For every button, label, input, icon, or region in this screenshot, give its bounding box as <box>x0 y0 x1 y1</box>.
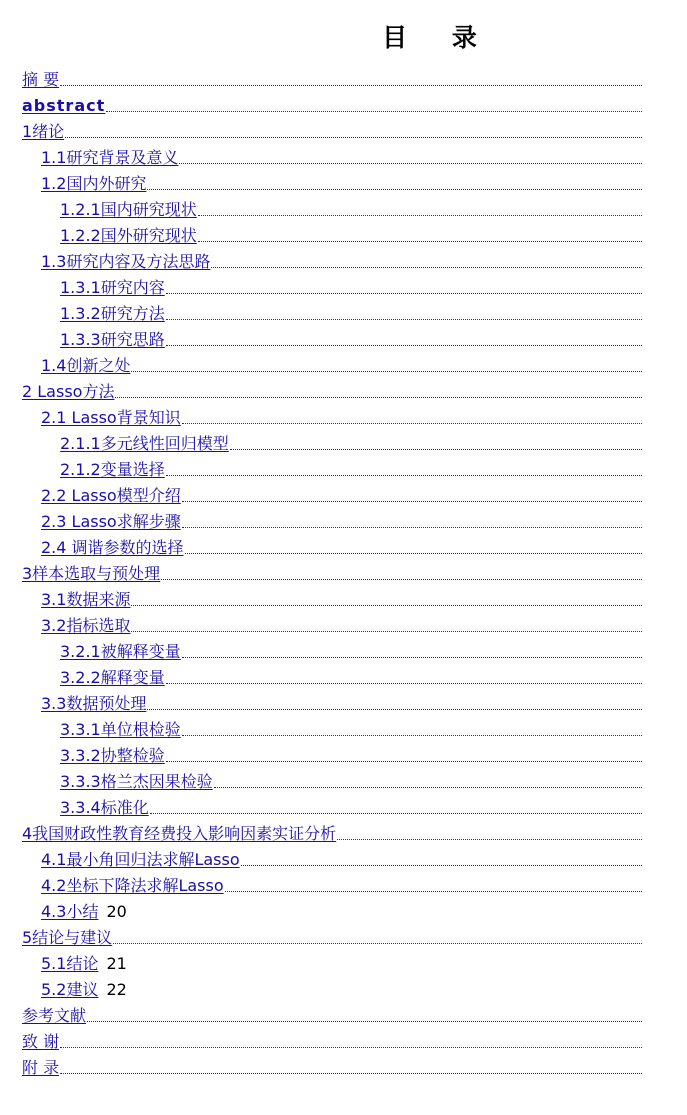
toc-entry-link[interactable]: 1.1研究背景及意义 <box>41 148 179 167</box>
table-of-contents <box>22 66 642 1080</box>
dot-leader <box>230 449 642 450</box>
dot-leader <box>60 85 642 86</box>
toc-entry <box>22 1028 642 1054</box>
toc-entry-link[interactable]: 参考文献 <box>22 1006 87 1025</box>
toc-entry <box>22 924 642 950</box>
dot-leader <box>182 527 642 528</box>
toc-entry-link[interactable]: 1.2.1国内研究现状 <box>60 200 197 219</box>
toc-entry <box>22 170 642 196</box>
toc-entry-link[interactable]: 5.2建议 <box>41 980 99 999</box>
toc-entry-link[interactable]: 1.2.2国外研究现状 <box>60 226 197 245</box>
toc-page-number: 21 <box>106 954 127 973</box>
toc-entry-link[interactable]: 2.1 Lasso背景知识 <box>41 408 181 427</box>
toc-entry <box>22 560 642 586</box>
toc-entry <box>22 716 642 742</box>
dot-leader <box>131 371 642 372</box>
toc-entry-link[interactable]: 4.2坐标下降法求解Lasso <box>41 876 224 895</box>
toc-entry-link[interactable]: 2.1.2变量选择 <box>60 460 165 479</box>
toc-entry <box>22 976 642 1002</box>
dot-leader <box>166 475 642 476</box>
toc-entry-link[interactable]: 3.3.3格兰杰因果检验 <box>60 772 213 791</box>
toc-entry <box>22 612 642 638</box>
toc-entry <box>22 430 642 456</box>
dot-leader <box>65 137 642 138</box>
toc-entry-link[interactable]: 4.1最小角回归法求解Lasso <box>41 850 240 869</box>
toc-entry <box>22 846 642 872</box>
toc-entry <box>22 118 642 144</box>
toc-entry <box>22 742 642 768</box>
toc-entry-link[interactable]: 1.3.2研究方法 <box>60 304 165 323</box>
toc-entry <box>22 248 642 274</box>
dot-leader <box>214 787 642 788</box>
toc-entry-link[interactable]: 3.3.1单位根检验 <box>60 720 181 739</box>
dot-leader <box>337 839 642 840</box>
toc-entry-link[interactable]: 1.3.3研究思路 <box>60 330 165 349</box>
toc-entry <box>22 534 642 560</box>
toc-entry <box>22 66 642 92</box>
toc-entry <box>22 274 642 300</box>
dot-leader <box>179 163 642 164</box>
toc-entry-link[interactable]: 1.3研究内容及方法思路 <box>41 252 211 271</box>
toc-entry <box>22 638 642 664</box>
toc-entry <box>22 820 642 846</box>
dot-leader <box>185 553 642 554</box>
dot-leader <box>131 631 642 632</box>
toc-entry <box>22 664 642 690</box>
toc-page-number: 20 <box>106 902 127 921</box>
toc-entry-link[interactable]: 3.3.2协整检验 <box>60 746 165 765</box>
toc-entry-link[interactable]: 附 录 <box>22 1058 60 1077</box>
toc-entry <box>22 1054 642 1080</box>
dot-leader <box>182 657 642 658</box>
dot-leader <box>182 501 642 502</box>
dot-leader <box>166 319 642 320</box>
toc-entry-link[interactable]: 3.2指标选取 <box>41 616 131 635</box>
dot-leader <box>106 111 642 112</box>
toc-entry-link[interactable]: 1.4创新之处 <box>41 356 131 375</box>
toc-entry-link[interactable]: 3.1数据来源 <box>41 590 131 609</box>
dot-leader <box>60 1073 642 1074</box>
toc-entry-link[interactable]: 致 谢 <box>22 1032 60 1051</box>
toc-entry-link[interactable]: 1.2国内外研究 <box>41 174 147 193</box>
toc-entry <box>22 378 642 404</box>
toc-entry-link[interactable]: abstract <box>22 96 106 115</box>
toc-entry-link[interactable]: 1绪论 <box>22 122 65 141</box>
dot-leader <box>241 865 642 866</box>
toc-entry-link[interactable]: 3.3数据预处理 <box>41 694 147 713</box>
toc-entry-link[interactable]: 3.3.4标准化 <box>60 798 149 817</box>
dot-leader <box>182 735 642 736</box>
dot-leader <box>166 345 642 346</box>
dot-leader <box>115 397 642 398</box>
toc-entry-link[interactable]: 3.2.2解释变量 <box>60 668 165 687</box>
dot-leader <box>166 293 642 294</box>
toc-entry-link[interactable]: 2.2 Lasso模型介绍 <box>41 486 181 505</box>
toc-entry <box>22 92 642 118</box>
dot-leader <box>60 1047 642 1048</box>
dot-leader <box>166 761 642 762</box>
toc-entry-link[interactable]: 2.1.1多元线性回归模型 <box>60 434 229 453</box>
toc-entry <box>22 404 642 430</box>
toc-entry-link[interactable]: 5.1结论 <box>41 954 99 973</box>
toc-entry <box>22 690 642 716</box>
dot-leader <box>166 683 642 684</box>
toc-entry <box>22 326 642 352</box>
toc-entry <box>22 144 642 170</box>
page-title: 目 录 <box>382 23 495 52</box>
dot-leader <box>198 241 642 242</box>
dot-leader <box>150 813 642 814</box>
toc-entry <box>22 794 642 820</box>
toc-entry <box>22 352 642 378</box>
toc-entry <box>22 950 642 976</box>
dot-leader <box>225 891 642 892</box>
toc-entry <box>22 872 642 898</box>
toc-entry-link[interactable]: 3.2.1被解释变量 <box>60 642 181 661</box>
dot-leader <box>182 423 642 424</box>
dot-leader <box>147 709 642 710</box>
toc-entry <box>22 300 642 326</box>
toc-entry <box>22 456 642 482</box>
toc-entry-link[interactable]: 5结论与建议 <box>22 928 113 947</box>
toc-entry <box>22 898 642 924</box>
toc-entry <box>22 222 642 248</box>
toc-entry-link[interactable]: 2.4 调谐参数的选择 <box>41 538 184 557</box>
toc-entry-link[interactable]: 4我国财政性教育经费投入影响因素实证分析 <box>22 824 337 843</box>
toc-entry-link[interactable]: 摘 要 <box>22 70 60 89</box>
toc-entry <box>22 508 642 534</box>
dot-leader <box>211 267 642 268</box>
dot-leader <box>113 943 642 944</box>
toc-entry <box>22 1002 642 1028</box>
toc-entry-link[interactable]: 4.3小结 <box>41 902 99 921</box>
toc-entry <box>22 196 642 222</box>
toc-entry-link[interactable]: 2 Lasso方法 <box>22 382 115 401</box>
toc-entry <box>22 768 642 794</box>
dot-leader <box>147 189 642 190</box>
toc-entry <box>22 586 642 612</box>
toc-entry-link[interactable]: 3样本选取与预处理 <box>22 564 161 583</box>
toc-page-number: 22 <box>106 980 127 999</box>
toc-entry-link[interactable]: 1.3.1研究内容 <box>60 278 165 297</box>
dot-leader <box>161 579 642 580</box>
dot-leader <box>198 215 642 216</box>
dot-leader <box>131 605 642 606</box>
toc-entry-link[interactable]: 2.3 Lasso求解步骤 <box>41 512 181 531</box>
dot-leader <box>87 1021 642 1022</box>
toc-entry <box>22 482 642 508</box>
